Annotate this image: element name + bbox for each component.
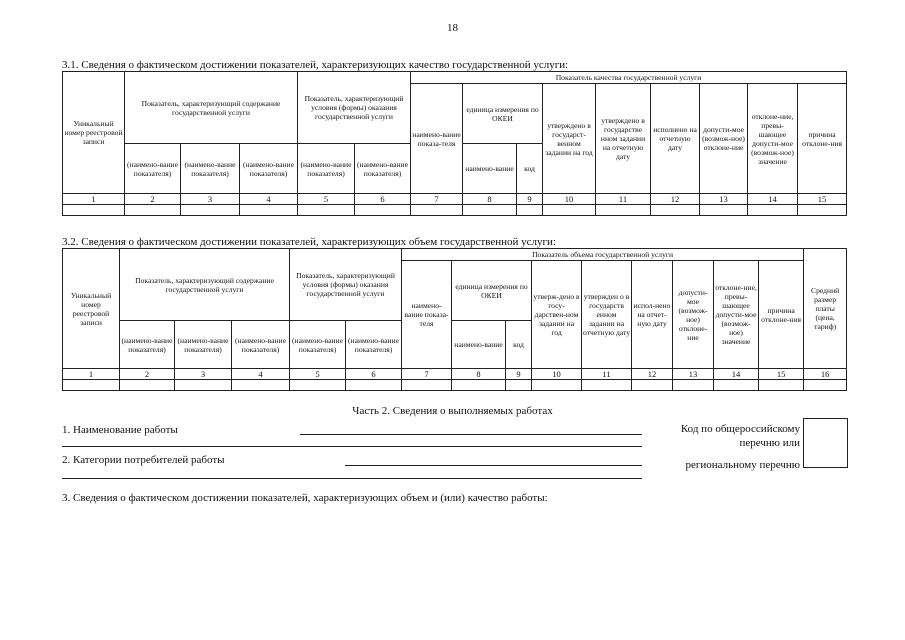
approved-date-header: утверждено в государстве нном задании на отчетную дату (596, 84, 651, 194)
column-number: 14 (714, 369, 759, 380)
data-cell[interactable] (517, 205, 543, 216)
data-cell[interactable] (759, 380, 804, 391)
exceeding-deviation-header: отклоне-ние, превы-шающее допусти-мое (возмож-ное) значение (714, 261, 759, 369)
sub-indicator-name: (наимено-вание показателя) (120, 321, 175, 369)
sub-indicator-name: (наимено-вание показателя) (181, 144, 240, 194)
data-cell[interactable] (452, 380, 506, 391)
executed-header: испол-нено на отчет-ную дату (632, 261, 673, 369)
column-number: 4 (232, 369, 290, 380)
column-number: 1 (63, 194, 125, 205)
unique-number-header: Уникальный номер реестровой записи (63, 249, 120, 369)
column-number: 16 (804, 369, 847, 380)
column-number: 8 (463, 194, 517, 205)
data-cell[interactable] (651, 205, 700, 216)
exceeding-deviation-header: отклоне-ние, превы-шающее допусти-мое (возмож-ное) значение (748, 84, 798, 194)
allowed-deviation-header: допусти-мое (возмож-ное) отклоне-ние (700, 84, 748, 194)
approved-year-header: утверждено в государст-венном задании на год (543, 84, 596, 194)
unit-code-header: код (517, 144, 543, 194)
work-name-input-line-2[interactable] (62, 446, 642, 447)
column-number: 15 (759, 369, 804, 380)
content-indicator-header: Показатель, характеризующий содержание государственной услуги (125, 72, 298, 144)
part-2-title: Часть 2. Сведения о выполняемых работах (352, 405, 553, 417)
deviation-reason-header: причина отклоне-ния (759, 261, 804, 369)
section-3-work-title: 3. Сведения о фактическом достижении показателей, характеризующих объем и (или) качество работы: (62, 492, 548, 504)
consumers-label: 2. Категории потребителей работы (62, 454, 225, 466)
data-cell[interactable] (355, 205, 411, 216)
column-number: 3 (175, 369, 232, 380)
column-number: 10 (532, 369, 582, 380)
code-label (640, 422, 800, 472)
column-number: 15 (798, 194, 847, 205)
sub-indicator-name: (наимено-вание показателя) (125, 144, 181, 194)
average-fee-header: Средний размер платы (цена, тариф) (804, 249, 847, 369)
work-name-label: 1. Наименование работы (62, 424, 178, 436)
data-cell[interactable] (120, 380, 175, 391)
column-number: 6 (355, 194, 411, 205)
code-label-line: Код по общероссийскому (680, 423, 800, 435)
data-cell[interactable] (714, 380, 759, 391)
column-number: 5 (290, 369, 346, 380)
unique-number-header: Уникальный номер реестровой записи (63, 72, 125, 194)
column-number: 12 (632, 369, 673, 380)
data-cell[interactable] (798, 205, 847, 216)
approved-year-header: утверж-дено в госу-дарствен-ном задании на год (532, 261, 582, 369)
unit-name-header: наимено-вание (452, 321, 506, 369)
data-cell[interactable] (290, 380, 346, 391)
indicator-name-header: наимено-вание показа-теля (411, 84, 463, 194)
table-row (63, 380, 847, 391)
quality-indicators-table (62, 71, 847, 216)
code-label-line: перечню или (739, 437, 800, 449)
column-number: 7 (411, 194, 463, 205)
deviation-reason-header: причина отклоне-ния (798, 84, 847, 194)
column-number: 8 (452, 369, 506, 380)
section-3-2-title: 3.2. Сведения о фактическом достижении показателей, характеризующих объем государственной услуги: (62, 236, 556, 248)
sub-indicator-name: (наимено-вание показателя) (298, 144, 355, 194)
data-cell[interactable] (596, 205, 651, 216)
data-cell[interactable] (632, 380, 673, 391)
column-number: 11 (582, 369, 632, 380)
column-number: 12 (651, 194, 700, 205)
sub-indicator-name: (наимено-вание показателя) (240, 144, 298, 194)
data-cell[interactable] (543, 205, 596, 216)
column-number: 13 (700, 194, 748, 205)
page-number: 18 (447, 22, 458, 34)
code-label-line: региональному перечню (685, 459, 800, 471)
data-cell[interactable] (700, 205, 748, 216)
column-number: 6 (346, 369, 402, 380)
data-cell[interactable] (463, 205, 517, 216)
data-cell[interactable] (125, 205, 181, 216)
column-number: 13 (673, 369, 714, 380)
column-number: 2 (125, 194, 181, 205)
volume-indicator-header: Показатель объема государственной услуги (402, 249, 804, 261)
column-number: 5 (298, 194, 355, 205)
data-cell[interactable] (506, 380, 532, 391)
volume-indicators-table (62, 248, 847, 391)
data-cell[interactable] (346, 380, 402, 391)
column-number: 9 (517, 194, 543, 205)
quality-indicator-header: Показатель качества государственной услуги (411, 72, 847, 84)
approved-date-header: утвержден о в государств енном задании на отчетную дату (582, 261, 632, 369)
column-number: 2 (120, 369, 175, 380)
data-cell[interactable] (175, 380, 232, 391)
data-cell[interactable] (582, 380, 632, 391)
unit-code-header: код (506, 321, 532, 369)
unit-header: единица измерения по ОКЕИ (452, 261, 532, 321)
work-name-input[interactable] (300, 434, 642, 435)
consumers-input-line-2[interactable] (62, 478, 642, 479)
executed-header: исполнено на отчетную дату (651, 84, 700, 194)
sub-indicator-name: (наимено-вание показателя) (290, 321, 346, 369)
sub-indicator-name: (наимено-вание показателя) (346, 321, 402, 369)
data-cell[interactable] (181, 205, 240, 216)
data-cell[interactable] (804, 380, 847, 391)
data-cell[interactable] (532, 380, 582, 391)
data-cell[interactable] (748, 205, 798, 216)
column-number: 7 (402, 369, 452, 380)
sub-indicator-name: (наимено-вание показателя) (355, 144, 411, 194)
indicator-name-header: наимено-вание показа-теля (402, 261, 452, 369)
consumers-input[interactable] (345, 465, 642, 466)
sub-indicator-name: (наимено-вание показателя) (175, 321, 232, 369)
content-indicator-header: Показатель, характеризующий содержание государственной услуги (120, 249, 290, 321)
conditions-indicator-header: Показатель, характеризующий условия (формы) оказания государственной услуги (290, 249, 402, 321)
unit-name-header: наимено-вание (463, 144, 517, 194)
unit-header: единица измерения по ОКЕИ (463, 84, 543, 144)
data-cell[interactable] (402, 380, 452, 391)
column-number: 4 (240, 194, 298, 205)
conditions-indicator-header: Показатель, характеризующий условия (формы) оказания государственной услуги (298, 72, 411, 144)
sub-indicator-name: (наимено-вание показателя) (232, 321, 290, 369)
data-cell[interactable] (240, 205, 298, 216)
data-cell[interactable] (411, 205, 463, 216)
section-3-1-title: 3.1. Сведения о фактическом достижении показателей, характеризующих качество государственной услуги: (62, 59, 569, 71)
column-number: 9 (506, 369, 532, 380)
data-cell[interactable] (63, 205, 125, 216)
code-box[interactable] (803, 418, 848, 468)
data-cell[interactable] (673, 380, 714, 391)
allowed-deviation-header: допусти-мое (возмож-ное) отклоне-ние (673, 261, 714, 369)
data-cell[interactable] (232, 380, 290, 391)
data-cell[interactable] (298, 205, 355, 216)
column-number: 10 (543, 194, 596, 205)
data-cell[interactable] (63, 380, 120, 391)
column-number: 14 (748, 194, 798, 205)
column-number: 11 (596, 194, 651, 205)
table-row (63, 205, 847, 216)
column-number: 1 (63, 369, 120, 380)
column-number: 3 (181, 194, 240, 205)
